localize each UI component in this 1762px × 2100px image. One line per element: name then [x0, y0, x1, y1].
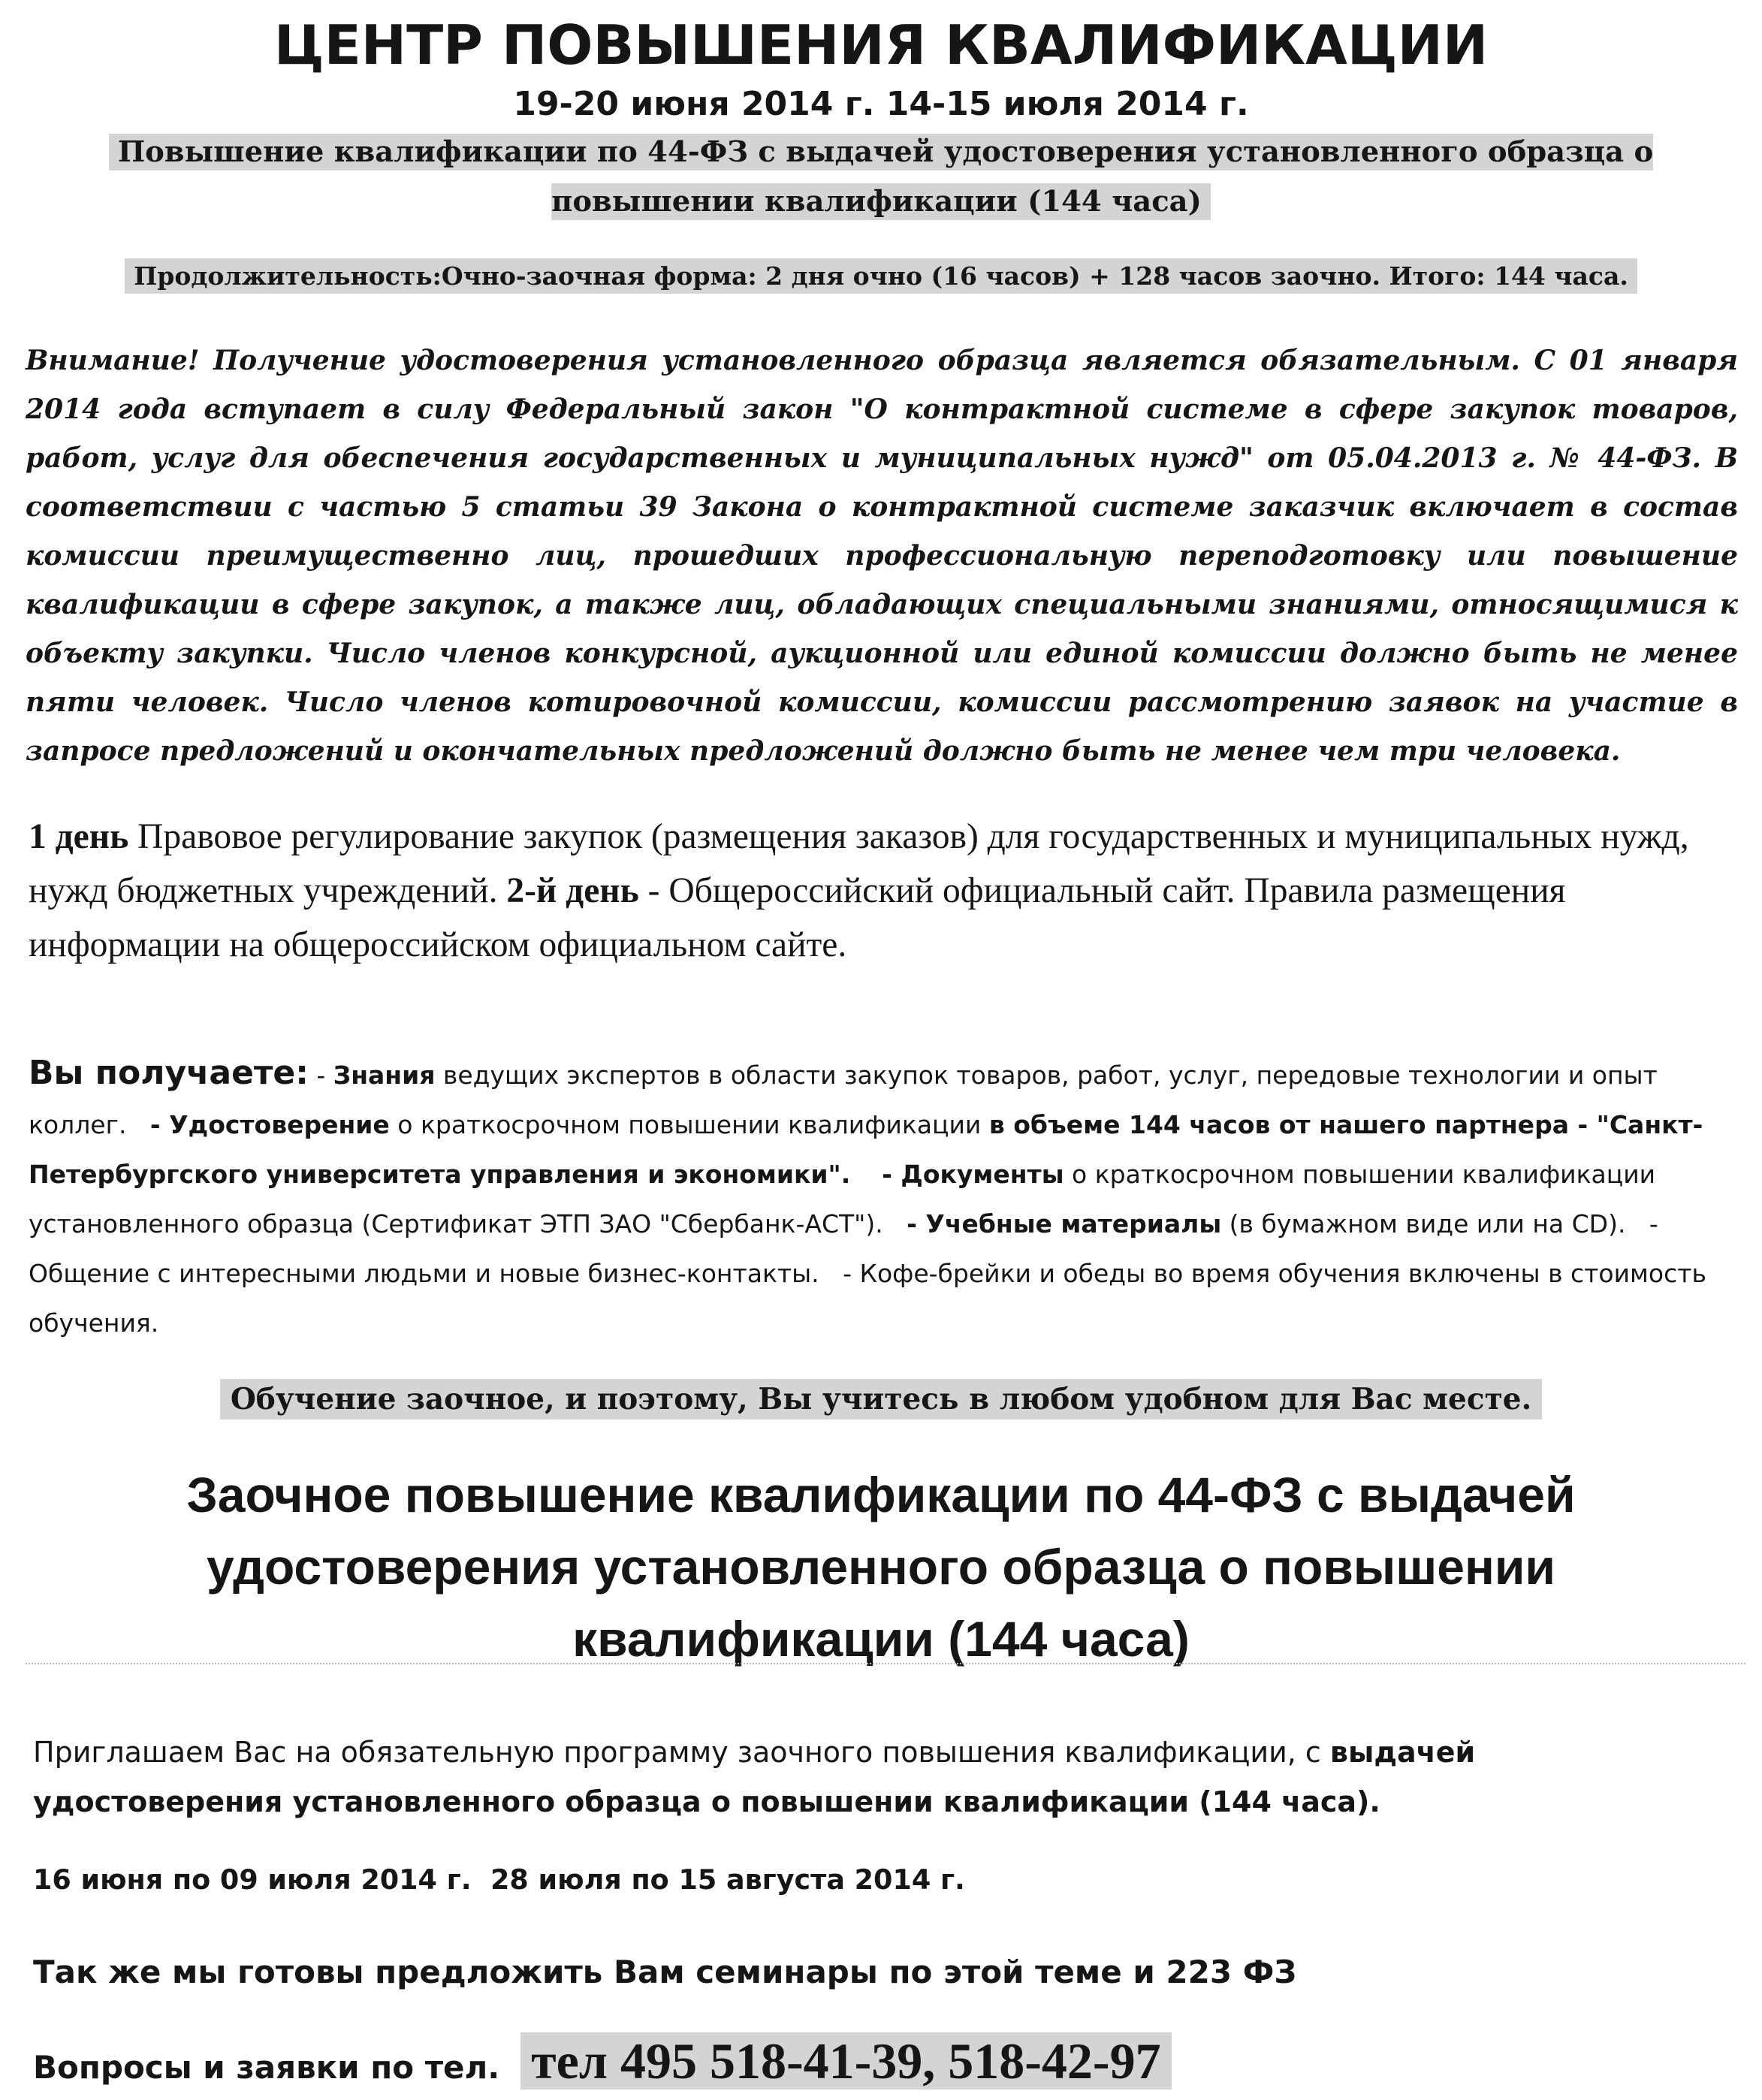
course-subtitle — [90, 128, 1672, 227]
benefits-paragraph — [29, 1048, 1733, 1348]
day2-label: 2-й день — [506, 871, 639, 910]
benefit-1-text: ведущих экспертов в области закупок товаров, работ, услуг, передовые технологии и опыт коллег. — [29, 1061, 1666, 1139]
duration-text: Продолжительность:Очно-заочная форма: 2 дня очно (16 часов) + 128 часов заочно. Итого: 144 часа. — [125, 258, 1637, 294]
benefit-2-bold2: в объеме 144 часов от нашего партнера - "Санкт-Петербургского университета управления и экономики". — [29, 1110, 1703, 1189]
zaochno-line — [0, 1373, 1762, 1426]
benefit-2-text: о краткосрочном повышении квалификации — [389, 1110, 989, 1139]
day2-text: - Общероссийский официальный сайт. Правила размещения информации на общероссийском официальном сайте. — [29, 871, 1566, 964]
contacts-label: Вопросы и заявки по тел. — [33, 2049, 500, 2086]
benefit-3-text: о краткосрочном повышении квалификации установленного образца (Сертификат ЭТП ЗАО "Сбербанк-АСТ"). — [29, 1160, 1664, 1239]
program-paragraph — [29, 810, 1733, 972]
benefit-3-bold: - Документы — [882, 1160, 1064, 1189]
invite-paragraph — [33, 1727, 1730, 1827]
benefit-2-prefix: - — [149, 1110, 170, 1139]
seminars-line: Так же мы готовы предложить Вам семинары по этой теме и 223 ФЗ — [33, 1954, 1297, 1990]
duration-line — [0, 254, 1762, 299]
section-heading: Заочное повышение квалификации по 44-ФЗ с выдачей удостоверения установленного образца о повышении квалификации (144 часа) — [186, 1467, 1576, 1667]
day1-text: Правовое регулирование закупок (размещения заказов) для государственных и муниципальных нужд, нужд бюджетных учреждений. — [29, 817, 1689, 910]
benefits-heading: Вы получаете: — [29, 1054, 309, 1092]
seminar-dates: 19-20 июня 2014 г. 14-15 июля 2014 г. — [513, 85, 1249, 123]
benefit-1-bold: Знания — [333, 1061, 436, 1090]
benefit-4-text: (в бумажном виде или на CD). - Общение с интересными людьми и новые бизнес-контакты. - Кофе-брейки и обеды во время обучения включены в стоимость обучения. — [29, 1209, 1715, 1338]
benefit-4-bold: - Учебные материалы — [907, 1209, 1222, 1239]
course-dates: 16 июня по 09 июля 2014 г. 28 июля по 15 августа 2014 г. — [33, 1863, 965, 1896]
contacts-line — [33, 2031, 1172, 2098]
divider — [26, 1663, 1745, 1664]
invite-text: Приглашаем Вас на обязательную программу заочного повышения квалификации, с — [33, 1736, 1330, 1769]
zaochno-text: Обучение заочное, и поэтому, Вы учитесь в любом удобном для Вас месте. — [220, 1379, 1542, 1420]
warning-paragraph: Внимание! Получение удостоверения установленного образца является обязательным. С 01 января 2014 года вступает в силу Федеральный закон "О контрактной системе в сфере закупок товаров, работ, услуг для обеспечения государственных и муниципальных нужд" от 05.04.2013 г. № 44-ФЗ. В соответствии с частью 5 статьи 39 Закона о контрактной системе заказчик включает в состав комиссии преимущественно лиц, прошедших профессиональную переподготовку или повышение квалификации в сфере закупок, а также лиц, обладающих специальными знаниями, относящимися к объекту закупки. Число членов конкурсной, аукционной или единой комиссии должно быть не менее пяти человек. Число членов котировочной комиссии, комиссии рассмотрению заявок на участие в запросе предложений и окончательных предложений должно быть не менее чем три человека. — [26, 345, 1738, 767]
course-subtitle-text: Повышение квалификации по 44-ФЗ с выдачей удостоверения установленного образца о повышении квалификации (144 часа) — [109, 134, 1653, 220]
invite-bold: выдачей удостоверения установленного образца о повышении квалификации (144 часа). — [33, 1736, 1476, 1818]
benefit-2-bold: Удостоверение — [169, 1110, 390, 1139]
phone-number: тел 495 518-41-39, 518-42-97 — [520, 2032, 1171, 2089]
day1-label: 1 день — [29, 817, 129, 856]
page-title: ЦЕНТР ПОВЫШЕНИЯ КВАЛИФИКАЦИИ — [273, 14, 1489, 77]
benefit-1-prefix: - — [308, 1061, 333, 1090]
benefit-3-prefix — [850, 1160, 882, 1189]
